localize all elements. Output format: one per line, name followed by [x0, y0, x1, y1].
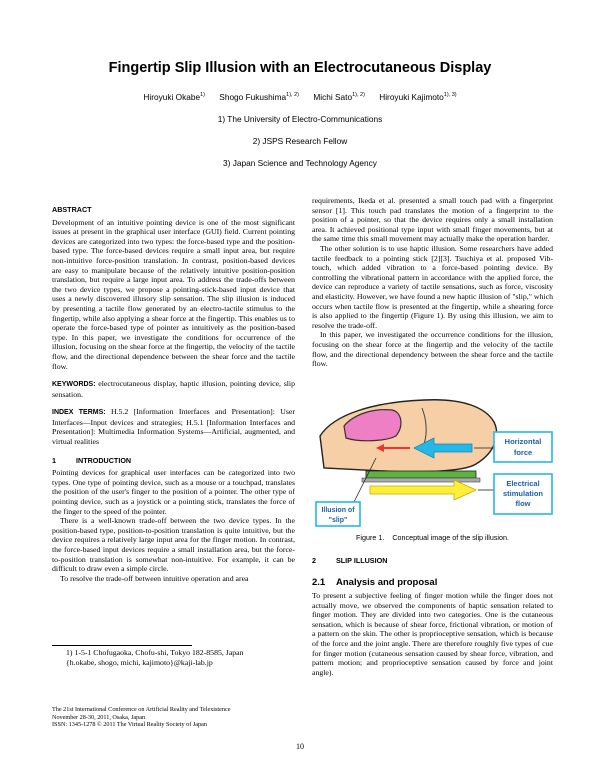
section-2-1-body: [312, 591, 553, 677]
stimulation-flow-arrow: [370, 480, 476, 500]
figure-1-caption: [312, 533, 553, 542]
footnote-rule: [52, 645, 192, 646]
page-number: 10: [296, 742, 304, 751]
affiliation: 3) Japan Science and Technology Agency: [223, 158, 377, 168]
paragraph: The other solution is to use haptic illusion. Some researchers have added tactile feedback to a pointing stick [2][3]. Tsuchiya et al. proposed Vib-touch, which added vibration to a force-based pointing device. By controlling the vibrational pattern in accordance with the applied force, the device can reproduce a variety of tactile sensations, such as force, viscosity and elasticity. However, we have found a new haptic illusion of "slip," which occurs when tactile flow is presented at the fingertip, while a shearing force is also applied to the fingertip (Figure 1). By using this illusion, we aim to resolve the trade-off.: [312, 243, 553, 330]
stimulation-flow-label-1: Electrical: [506, 479, 540, 488]
footnote: [66, 648, 306, 667]
index-terms: INDEX TERMS: H.5.2 [Information Interfaces and Presentation]: User Interfaces—Input devices and strategies; H.5.1 [Information Interfaces and Presentation]: Multimedia Information Systems—Artificial, augmented, and virtual realities: [52, 407, 295, 447]
figure-1-illustration: [314, 378, 554, 528]
caption-text: Conceptual image of the slip illusion.: [392, 533, 510, 542]
author: Hiroyuki Kajimoto$^{1), 3)}$: [379, 92, 457, 102]
abstract-text: Development of an intuitive pointing device is one of the most significant issues at present in the graphical user interface (GUI) field. Current pointing devices are categorized into two types: the force-based type and the position-based type. The force-based devices require a small input area, but require non-intuitive force-position translation. In contrast, position-based devices are easy to manipulate because of the relatively intuitive position-position translation, but require a large input area. To address the trade-offs between the two device types, we propose a pointing-stick-based input device that uses a newly discovered illusory slip sensation. The slip illusion is induced by presenting a tactile flow generated by an electro-tactile stimulus to the fingertip, while also applying a shear force at the fingertip. This enables us to operate the force-based type of pointer as intuitively as the position-based type. In this paper, we investigate the conditions for occurrence of the illusion, focusing on the shear force at the fingertip, the velocity of the tactile flow, and the directional dependence between the shear force and the tactile flow.: [52, 217, 295, 371]
affiliation: 2) JSPS Research Fellow: [252, 136, 348, 146]
paragraph: To present a subjective feeling of finger motion while the finger does not actually move, we observed the components of haptic sensation related to finger motion. They are divided into two categories. One is the cutaneous sensation, which is because of shear force, frictional vibration, or motion of a pattern on the skin. The other is proprioceptive sensation, which is because of the force and the joint angle. There are therefore roughly five types of cue for finger motion (cutaneous sensation caused by shear force, vibration, and pattern motion; and proprioceptive sensation caused by force and joint angle).: [312, 591, 553, 677]
paragraph: In this paper, we investigated the occurrence conditions for the illusion, focusing on the shear force at the fingertip and the velocity of the tactile flow, and the directional dependency between the shear force and the tactile flow.: [312, 330, 553, 369]
base-plate: [362, 478, 480, 482]
paper-title: Fingertip Slip Illusion with an Electrocutaneous Display: [108, 60, 492, 76]
paragraph: To resolve the trade-off between intuitive operation and area: [60, 573, 249, 583]
footnote-line: 1) 1-5-1 Chofugaoka, Chofu-shi, Tokyo 182-8585, Japan: [66, 648, 244, 657]
section-2-heading: 2 SLIP ILLUSION: [312, 556, 388, 565]
left-column: [52, 205, 295, 583]
illusion-label-2: "slip": [328, 517, 348, 524]
paragraph: There is a well-known trade-off between the two device types. In the position-based type, position-to-position translation is quite intuitive, but the device requires a relatively large input area for the finger motion. In contrast, the force-based input devices require a small installation area, but the force-to-position translation is somewhat non-intuitive. For example, it can be difficult to draw even a simple circle.: [52, 516, 295, 574]
stimulation-flow-label-3: flow: [515, 499, 531, 508]
conference-line: ISSN: 1345-1278 © 2011 The Virtual Reality Society of Japan: [52, 721, 207, 729]
section-2-1-heading: 2.1 Analysis and proposal: [312, 577, 438, 588]
right-column: [312, 196, 553, 369]
conference-line: The 21st International Conference on Artificial Reality and Telexistence: [52, 706, 231, 713]
author: Hiroyuki Okabe$^{1)}$: [143, 92, 205, 102]
keywords: KEYWORDS: electrocutaneous display, haptic illusion, pointing device, slip sensation.: [52, 379, 295, 399]
author: Michi Sato$^{1), 2)}$: [313, 92, 365, 102]
horizontal-force-label-2: force: [513, 448, 533, 457]
conference-line: November 28-30, 2011, Osaka, Japan: [52, 713, 146, 721]
horizontal-force-label-1: Horizontal: [504, 437, 542, 446]
conference-info: [52, 706, 312, 729]
abstract-heading: ABSTRACT: [52, 205, 92, 214]
author: Shogo Fukushima$^{1), 2)}$: [219, 92, 300, 102]
affiliation: 1) The University of Electro-Communications: [217, 114, 383, 124]
caption-number: Figure 1.: [355, 533, 385, 542]
stimulation-flow-label-2: stimulation: [502, 489, 544, 498]
paragraph: Pointing devices for graphical user interfaces can be categorized into two types. One type of pointing device, such as a mouse or a touchpad, translates the position of the user's finger to the position of a pointer. The other type of pointing device, such as a joystick or a pointing stick, translates the force of the finger to the speed of the pointer.: [52, 468, 295, 516]
illusion-label-1: Illusion of: [321, 507, 355, 514]
contact-pad: [366, 471, 476, 478]
paragraph: requirements, Ikeda et al. presented a small touch pad with a fingerprint sensor [1]. This touch pad translates the motion of a fingerprint to the position of a pointer, so that the device requires only a small installation area. It achieved positional type input with small finger movements, but at the same time this small movement may actually make the operation harder.: [312, 196, 553, 244]
footnote-line: {h.okabe, shogo, michi, kajimoto}@kaji-lab.jp: [66, 657, 213, 667]
author-list: [0, 92, 600, 102]
section-1-heading: 1 INTRODUCTION: [52, 455, 132, 465]
